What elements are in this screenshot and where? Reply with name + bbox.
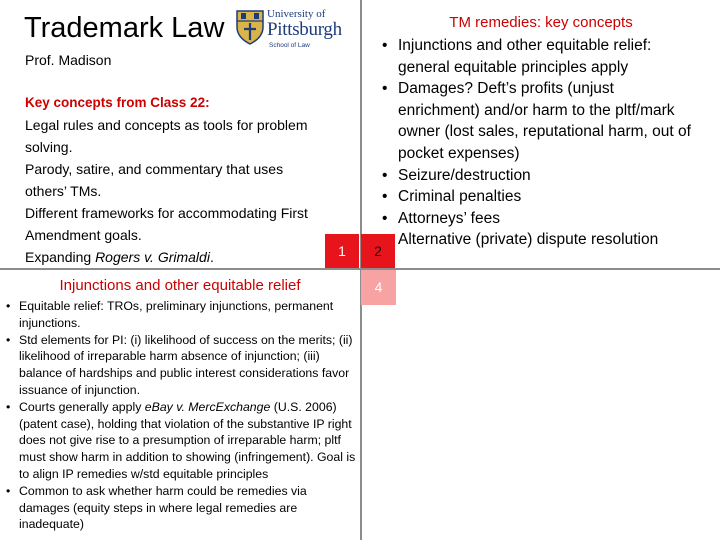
- key-concepts-line: Legal rules and concepts as tools for problem: [25, 117, 308, 133]
- list-item: • Criminal penalties: [380, 186, 700, 208]
- key-concepts-line: solving.: [25, 139, 73, 155]
- key-concepts-line: others’ TMs.: [25, 183, 102, 199]
- list-item: • Injunctions and other equitable relief: general equitable principles apply: [380, 35, 700, 78]
- slide-3-heading: Injunctions and other equitable relief: [59, 277, 301, 294]
- slide-2-bullets: [380, 35, 700, 251]
- university-logo: [235, 8, 347, 52]
- list-item: • Alternative (private) dispute resolution: [380, 229, 700, 251]
- key-concepts-line: Amendment goals.: [25, 227, 142, 243]
- list-item: • Attorneys’ fees: [380, 208, 700, 230]
- list-item: • Common to ask whether harm could be remedies via damages (equity steps in where legal remedies are inadequate): [6, 483, 356, 533]
- key-concepts-heading: Key concepts from Class 22:: [25, 95, 210, 110]
- slide-2-heading: TM remedies: key concepts: [449, 14, 633, 31]
- key-concepts-line: Expanding Rogers v. Grimaldi.: [25, 249, 214, 265]
- horizontal-divider: [0, 268, 720, 270]
- slide-number-4[interactable]: 4: [361, 270, 396, 305]
- slide-1-title: Trademark Law: [24, 12, 225, 44]
- list-item: • Seizure/destruction: [380, 165, 700, 187]
- slide-3-bullets: [6, 298, 356, 533]
- logo-line-1: University of: [267, 8, 326, 20]
- key-concepts-lines: [25, 114, 355, 268]
- logo-line-2: Pittsburgh: [267, 19, 342, 40]
- slide-number-1[interactable]: 1: [325, 234, 359, 268]
- list-item: • Damages? Deft’s profits (unjust enrichment) and/or harm to the pltf/mark owner (lost sales, reputational harm, out of pocket expenses): [380, 78, 700, 164]
- list-item: • Std elements for PI: (i) likelihood of success on the merits; (ii) likelihood of irreparable harm absence of injunction; (iii) balance of hardships and public interest considerations favor issuance of injunction.: [6, 332, 356, 399]
- key-concepts-line: Parody, satire, and commentary that uses: [25, 161, 284, 177]
- slide-number-2[interactable]: 2: [361, 234, 395, 268]
- key-concepts-line: Different frameworks for accommodating First: [25, 205, 308, 221]
- logo-line-3: School of Law: [269, 42, 310, 49]
- list-item: • Courts generally apply eBay v. MercExchange (U.S. 2006) (patent case), holding that violation of the substantive IP right does not give rise to a presumption of irreparable harm; pltf must show harm in addition to showing (infringement). Goal is to align IP remedies w/std equitable principles: [6, 399, 356, 483]
- professor-name: Prof. Madison: [25, 52, 112, 68]
- list-item: • Equitable relief: TROs, preliminary injunctions, permanent injunctions.: [6, 298, 356, 332]
- pitt-shield-icon: [235, 9, 265, 45]
